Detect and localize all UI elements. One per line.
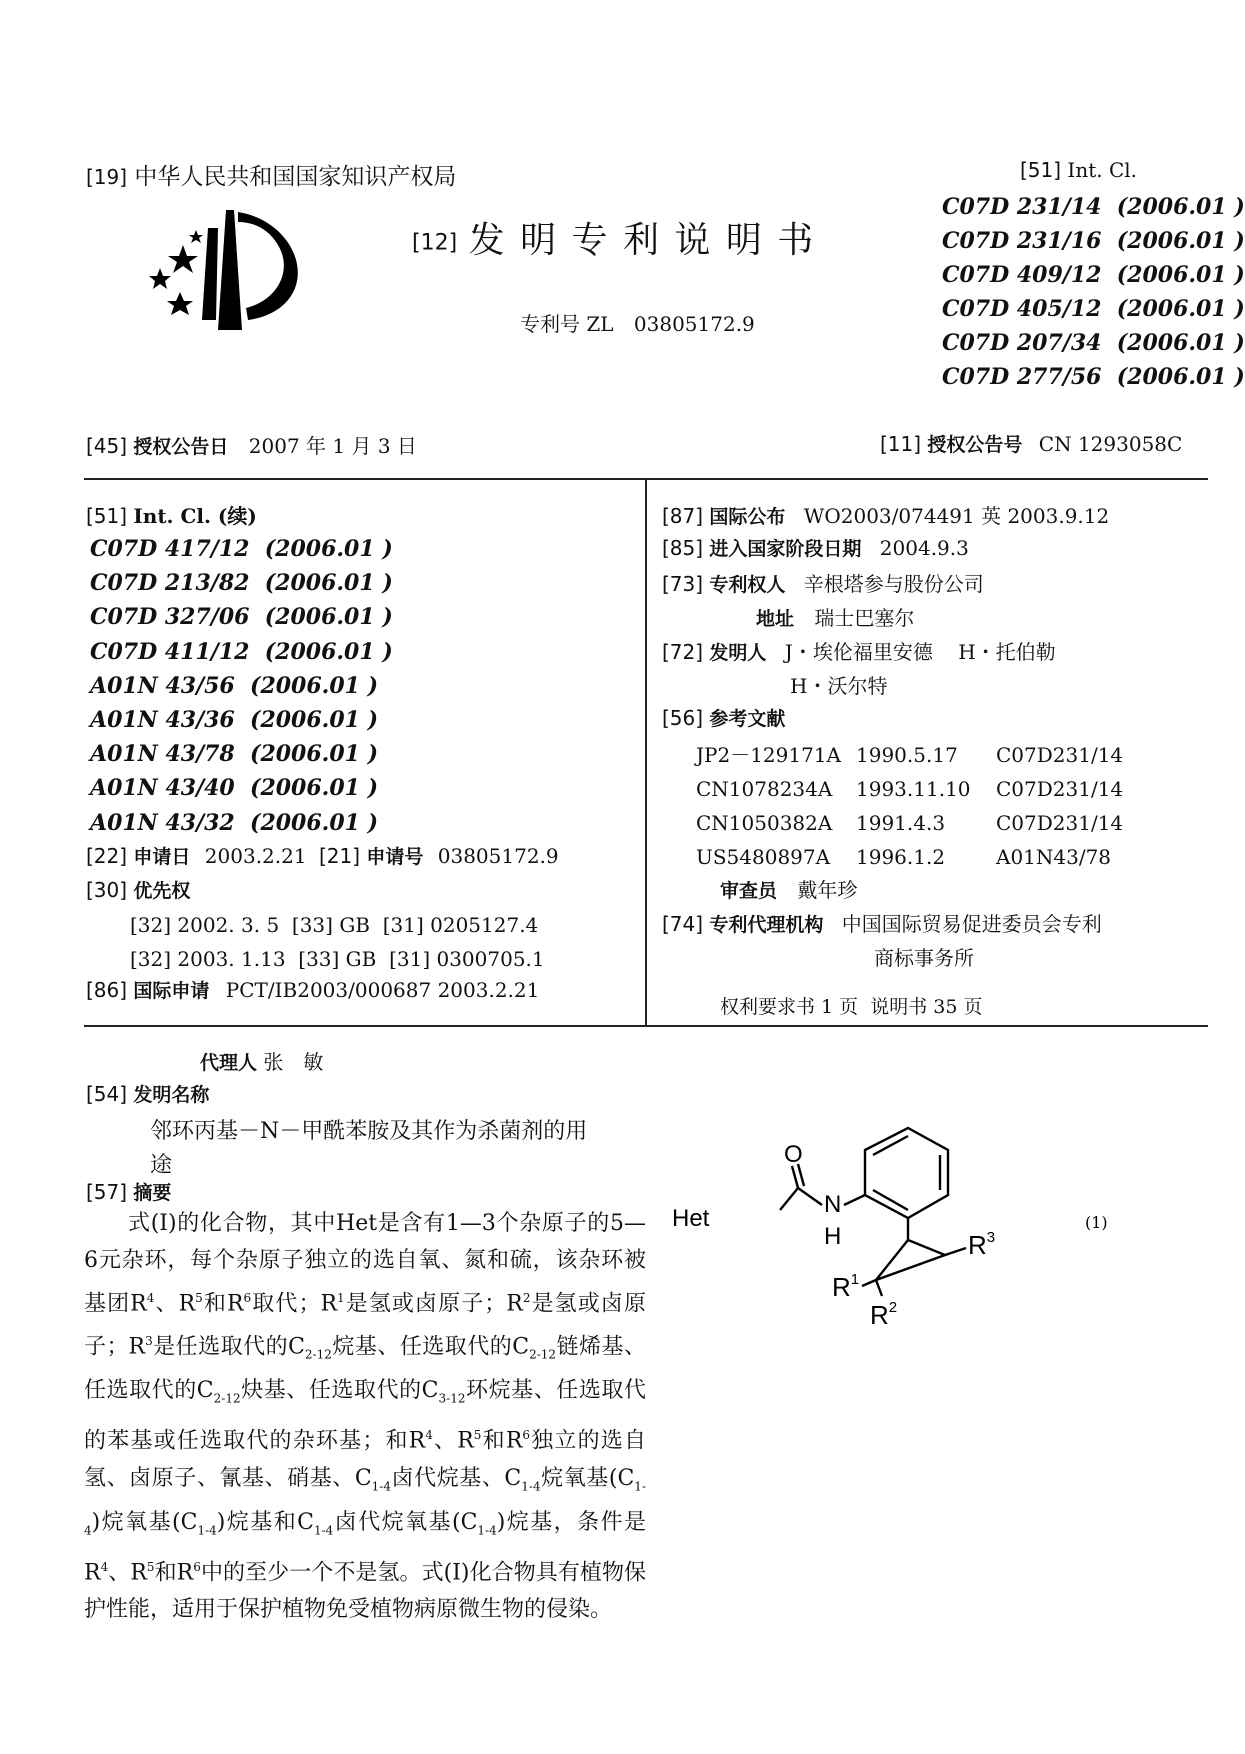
agency-line-1: 中国国际贸易促进委员会专利	[841, 912, 1102, 936]
examiner	[720, 874, 857, 903]
structure-label: (1)	[1085, 1213, 1108, 1232]
intcl-item: C07D 277/56 (2006.01 )	[942, 364, 1245, 390]
intcl-cont-heading	[86, 500, 257, 529]
intcl-cont-item: C07D 213/82 (2006.01 )	[90, 570, 393, 597]
references-heading	[662, 704, 785, 731]
doc-type	[412, 212, 815, 263]
intcl-item: C07D 207/34 (2006.01 )	[942, 330, 1245, 356]
priority-item: [32] 2002. 3. 5 [33] GB [31] 0205127.4	[130, 913, 539, 937]
national-entry	[662, 534, 969, 561]
reference-doc: JP2－129171A	[696, 743, 841, 767]
intcl-cont-list	[90, 532, 393, 840]
invention-title-code: [54]	[86, 1082, 128, 1106]
intcl-cont-item: A01N 43/78 (2006.01 )	[90, 741, 379, 768]
pct-info	[86, 976, 539, 1003]
inventors-label: 发明人	[709, 642, 767, 664]
reference-row	[696, 738, 1156, 772]
patentee-code: [73]	[662, 572, 704, 596]
grant-number-label: 授权公告号	[927, 434, 1023, 456]
priority-heading	[86, 876, 190, 903]
reference-cls: A01N43/78	[996, 845, 1112, 869]
invention-title-label: 发明名称	[133, 1084, 210, 1106]
intcl-cont-code: [51]	[86, 504, 128, 528]
reference-date: 1991.4.3	[856, 811, 946, 835]
priority-item: [32] 2003. 1.13 [33] GB [31] 0300705.1	[130, 947, 545, 971]
abstract-label: 摘要	[133, 1182, 172, 1204]
intcl-list	[942, 190, 1245, 394]
structure-n: N	[824, 1191, 842, 1218]
agent-label: 代理人	[200, 1052, 258, 1074]
doc-type-title: 发 明 专 利 说 明 书	[468, 220, 816, 261]
appno-value: 03805172.9	[437, 844, 559, 868]
national-entry-value: 2004.9.3	[879, 536, 969, 560]
references-label: 参考文献	[709, 708, 786, 730]
grant-number-value: CN 1293058C	[1038, 432, 1183, 456]
national-entry-label: 进入国家阶段日期	[709, 538, 862, 560]
inventors	[662, 636, 1056, 665]
structure-r2: $R^2$	[870, 1299, 898, 1330]
doc-type-code: [12]	[412, 230, 458, 256]
intl-pub-code: [87]	[662, 504, 704, 528]
examiner-value: 戴年珍	[797, 878, 858, 902]
intcl-label: Int. Cl.	[1067, 158, 1138, 182]
reference-doc: CN1078234A	[696, 777, 833, 801]
intl-pub-value: WO2003/074491 英 2003.9.12	[803, 504, 1110, 528]
reference-cls: C07D231/14	[996, 743, 1124, 767]
examiner-label: 审查员	[720, 880, 778, 902]
appno-code: [21]	[318, 844, 361, 868]
structure-r3: $R^3$	[968, 1229, 996, 1260]
intcl-cont-item: C07D 327/06 (2006.01 )	[90, 604, 393, 631]
grant-date	[86, 430, 417, 459]
pct-label: 国际申请	[133, 980, 210, 1002]
reference-cls: C07D231/14	[996, 811, 1124, 835]
reference-date: 1990.5.17	[856, 743, 958, 767]
divider-bottom	[84, 1025, 1208, 1027]
patentee-value: 辛根塔参与股份公司	[803, 572, 984, 596]
office-code: [19]	[86, 165, 128, 189]
reference-date: 1993.11.10	[856, 777, 971, 801]
reference-doc: CN1050382A	[696, 811, 833, 835]
patentee-label: 专利权人	[709, 574, 786, 596]
sipo-logo	[138, 200, 328, 340]
grant-number	[880, 430, 1182, 457]
intcl-cont-item: A01N 43/36 (2006.01 )	[90, 707, 379, 734]
intcl-item: C07D 231/14 (2006.01 )	[942, 194, 1245, 220]
chemical-structure	[672, 1100, 1140, 1330]
agency-line-2: 商标事务所	[874, 946, 974, 970]
structure-het: Het	[672, 1205, 710, 1232]
intcl-item: C07D 409/12 (2006.01 )	[942, 262, 1245, 288]
invention-title-line-2: 途	[150, 1153, 173, 1178]
patentee-address	[756, 602, 914, 631]
grant-date-label: 授权公告日	[133, 436, 229, 458]
office-header	[86, 158, 456, 191]
filing-label: 申请日	[133, 846, 191, 868]
intcl-item: C07D 405/12 (2006.01 )	[942, 296, 1245, 322]
inventors-line-1: J・埃伦福里安德 H・托伯勒	[784, 640, 1056, 664]
agent-value: 张 敏	[263, 1050, 324, 1074]
reference-doc: US5480897A	[696, 845, 831, 869]
intcl-item: C07D 231/16 (2006.01 )	[942, 228, 1245, 254]
national-entry-code: [85]	[662, 536, 704, 560]
references-list	[696, 738, 1156, 874]
priority-code: [30]	[86, 878, 128, 902]
appno-label: 申请号	[366, 846, 424, 868]
reference-date: 1996.1.2	[856, 845, 946, 869]
filing-info	[86, 842, 559, 869]
agency-label: 专利代理机构	[709, 914, 824, 936]
agency	[662, 908, 1102, 937]
divider-center	[645, 478, 647, 1026]
grant-date-value: 2007 年 1 月 3 日	[248, 434, 417, 458]
patent-number	[520, 308, 755, 337]
grant-number-code: [11]	[880, 432, 922, 456]
intcl-heading	[1020, 158, 1137, 182]
patent-number-label: 专利号 ZL	[520, 312, 614, 336]
references-code: [56]	[662, 706, 704, 730]
invention-title-heading	[86, 1080, 209, 1107]
inventors-code: [72]	[662, 640, 704, 664]
intcl-cont-item: A01N 43/40 (2006.01 )	[90, 775, 379, 802]
pct-value: PCT/IB2003/000687 2003.2.21	[225, 978, 540, 1002]
address-label: 地址	[756, 608, 795, 630]
intcl-cont-item: C07D 417/12 (2006.01 )	[90, 536, 393, 562]
patent-number-value: 03805172.9	[633, 312, 755, 336]
abstract-text: 式(I)的化合物，其中Het是含有1—3个杂原子的5—6元杂环，每个杂原子独立的选自氧、氮和硫，该杂环被基团$R^4$、$R^5$和$R^6$取代；$R^1$是氢或卤原子；$R^2$是氢或卤原子；$R^3$是任选取代的$C_{2-12}$烷基、任选取代的$C_{2-12}$链烯基、任选取代的$C_{2-12}$炔基、任选取代的$C_{3-12}$环烷基、任选取代的苯基或任选取代的杂环基；和$R^4$、$R^5$和$R^6$独立的选自氢、卤原子、氰基、硝基、$C_{1-4}$卤代烷基、$C_{1-4}$烷氧基$(C_{1-4})$烷氧基$(C_{1-4})$烷基和$C_{1-4}$卤代烷氧基$(C_{1-4})$烷基，条件是$R^4$、$R^5$和$R^6$中的至少一个不是氢。式(I)化合物具有植物保护性能，适用于保护植物免受植物病原微生物的侵染。	[84, 1211, 647, 1623]
priority-list	[130, 908, 545, 976]
invention-title-line-1: 邻环丙基－N－甲酰苯胺及其作为杀菌剂的用	[150, 1119, 588, 1144]
reference-cls: C07D231/14	[996, 777, 1124, 801]
reference-row	[696, 772, 1156, 806]
grant-date-code: [45]	[86, 434, 128, 458]
abstract-heading	[86, 1178, 171, 1205]
reference-row	[696, 840, 1156, 874]
inventors-line-2: H・沃尔特	[790, 674, 888, 698]
structure-o: O	[784, 1141, 803, 1168]
priority-label: 优先权	[133, 880, 191, 902]
agent	[200, 1046, 323, 1075]
abstract-code: [57]	[86, 1180, 128, 1204]
office-name: 中华人民共和国国家知识产权局	[134, 164, 457, 190]
intcl-cont-label: Int. Cl. (续)	[133, 504, 257, 528]
structure-h: H	[824, 1223, 842, 1250]
page-counts: 权利要求书 1 页 说明书 35 页	[720, 996, 983, 1018]
reference-row	[696, 806, 1156, 840]
intcl-cont-item: C07D 411/12 (2006.01 )	[90, 638, 393, 665]
pct-code: [86]	[86, 978, 128, 1002]
intcl-code: [51]	[1020, 158, 1062, 182]
patentee	[662, 568, 984, 597]
intl-pub	[662, 500, 1109, 529]
address-value: 瑞士巴塞尔	[814, 606, 915, 630]
intcl-cont-item: A01N 43/56 (2006.01 )	[90, 672, 379, 699]
structure-r1: $R^1$	[832, 1271, 860, 1302]
intcl-cont-item: A01N 43/32 (2006.01 )	[90, 809, 379, 836]
filing-code: [22]	[86, 844, 128, 868]
agency-code: [74]	[662, 912, 704, 936]
filing-date: 2003.2.21	[204, 844, 307, 868]
intl-pub-label: 国际公布	[709, 506, 786, 528]
